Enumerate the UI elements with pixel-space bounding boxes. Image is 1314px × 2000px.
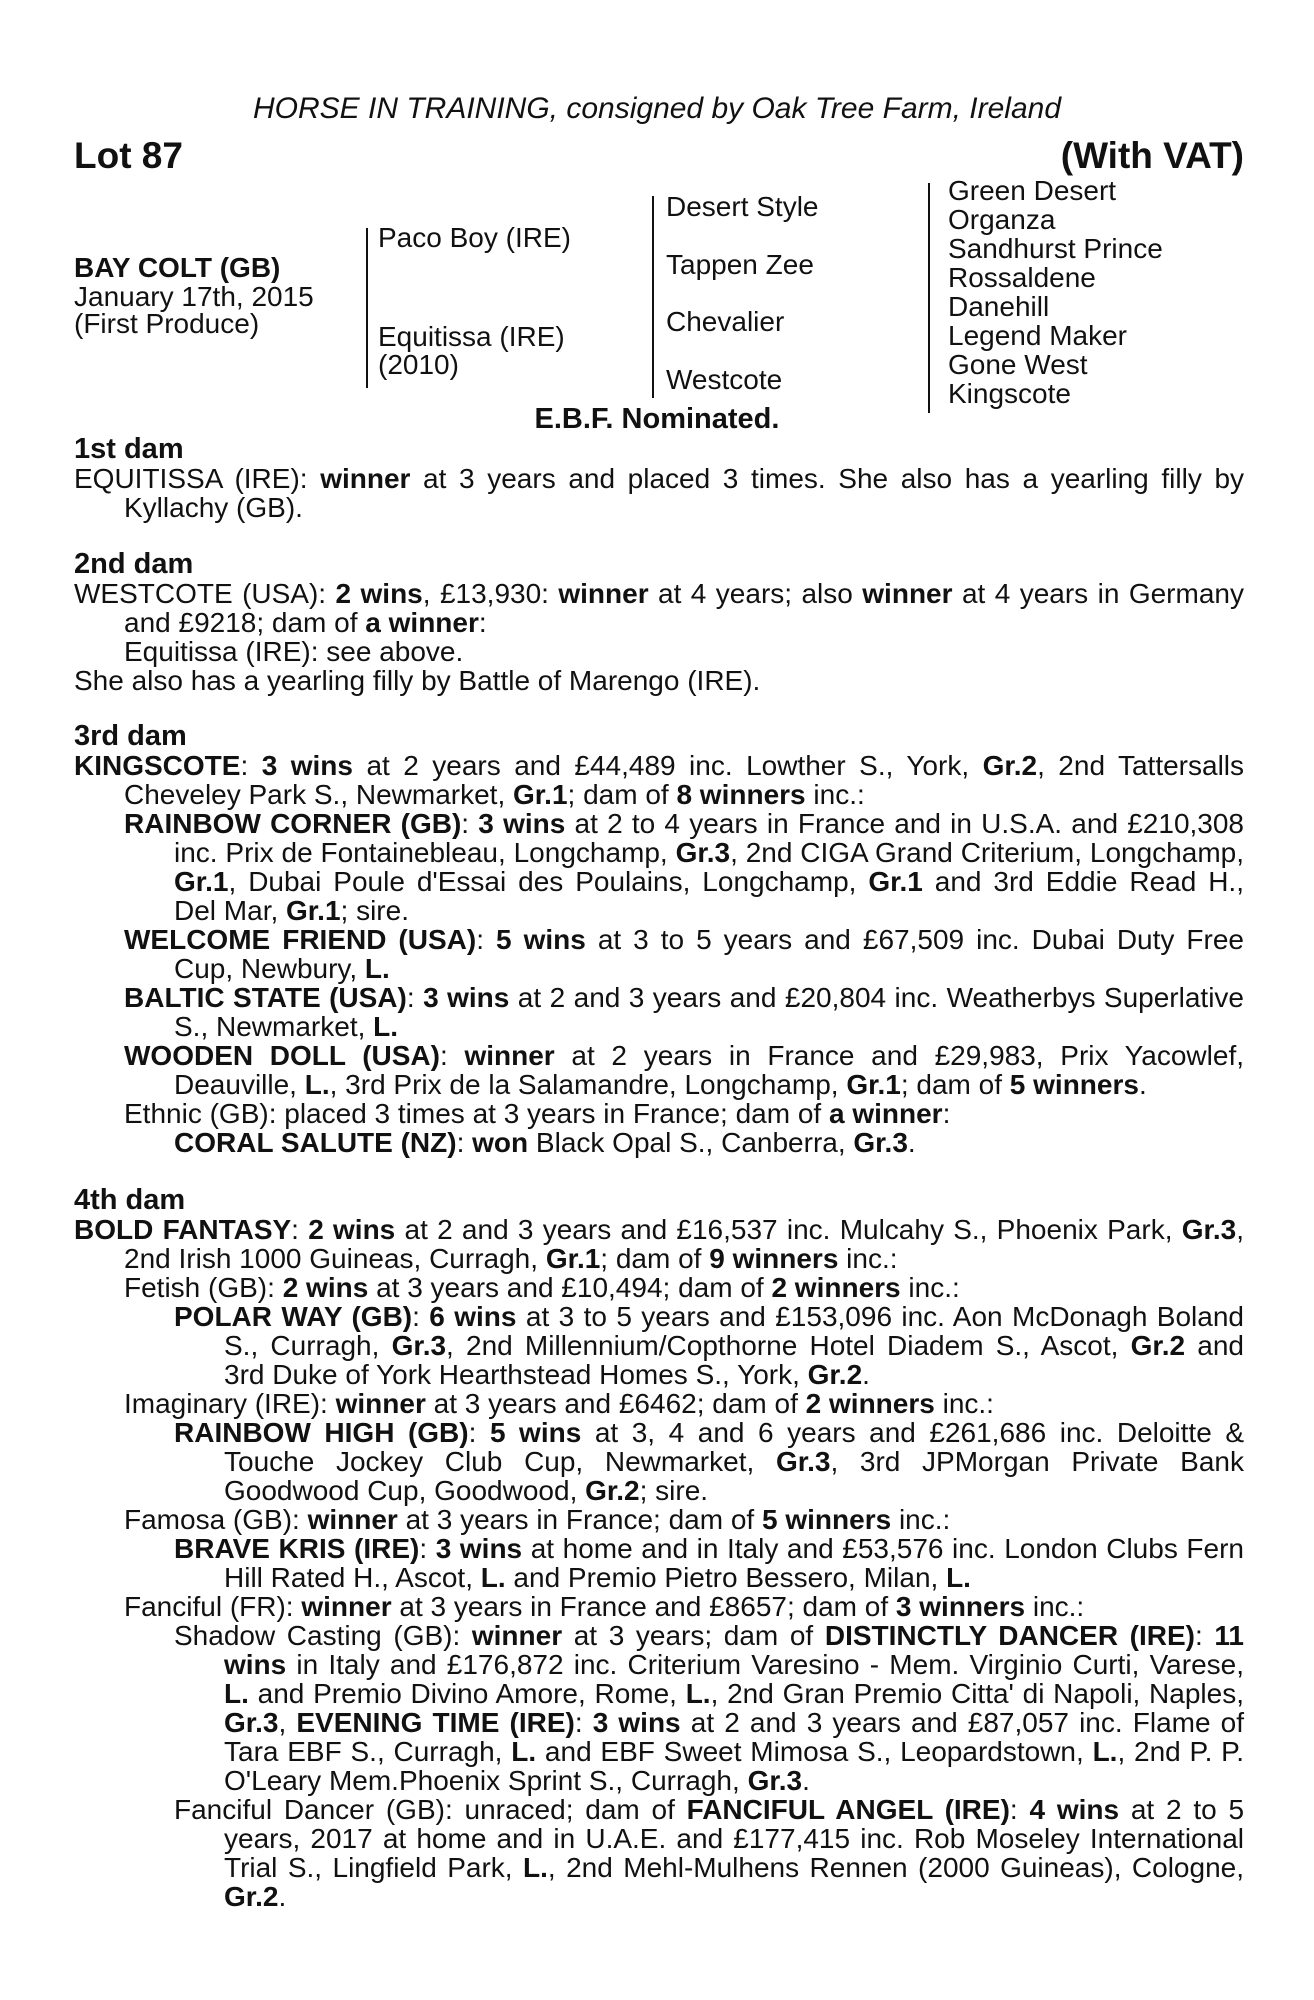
text: at 3, 4 and 6 years and £261,686 inc. Deloitte & Touche Jockey Club Cup, Newmarket, — [224, 1417, 1245, 1477]
pedigree-divider-2 — [652, 196, 654, 398]
pedigree-entry — [74, 1592, 1244, 1621]
pedigree-entry — [74, 1534, 1244, 1592]
bold-text: 9 winners — [709, 1243, 839, 1274]
bold-text: Gr.2 — [585, 1475, 640, 1506]
bold-text: 3 wins — [423, 982, 510, 1013]
text: at 3 to 5 years and £153,096 inc. Aon McDonagh Boland S., Curragh, — [224, 1301, 1244, 1361]
bold-text: WOODEN DOLL (USA) — [124, 1040, 440, 1071]
text: ; dam of — [600, 1243, 710, 1274]
pedigree-entry — [74, 809, 1244, 925]
bold-text: KINGSCOTE — [74, 750, 241, 781]
text: at 3 years and £10,494; dam of — [368, 1272, 772, 1303]
bold-text: Gr.2 — [224, 1881, 279, 1912]
bold-text: Gr.3 — [224, 1707, 279, 1738]
consignment-line: HORSE IN TRAINING, consigned by Oak Tree Farm, Ireland — [252, 92, 1062, 125]
text: ; sire. — [340, 895, 409, 926]
bold-text: winner — [471, 1620, 563, 1651]
pedigree-great-grandparent: Gone West — [948, 349, 1088, 380]
text: at 2 to 5 years, 2017 at home and in U.A.E. and £177,415 inc. Rob Moseley International Trial S., Lingfield Park, — [224, 1794, 1245, 1883]
text: Fetish (GB): — [124, 1272, 283, 1303]
text: at 4 years; also — [648, 578, 863, 609]
text: : — [574, 1707, 593, 1738]
text: at 2 and 3 years and £16,537 inc. Mulcahy S., Phoenix Park, — [395, 1214, 1182, 1245]
bold-text: winner — [301, 1591, 392, 1622]
dam-section-2 — [74, 549, 1244, 695]
pedigree-grandparent: Westcote — [666, 364, 783, 395]
dam-section-3 — [74, 721, 1244, 1157]
bold-text: WELCOME FRIEND (USA) — [124, 924, 477, 955]
bold-text: BOLD FANTASY — [74, 1214, 292, 1245]
bold-text: 2 winners — [805, 1388, 935, 1419]
pedigree-entry — [74, 1302, 1244, 1389]
text: at 3 years in France; dam of — [397, 1504, 762, 1535]
pedigree-great-grandparent: Green Desert — [948, 175, 1117, 206]
pedigree-great-grandparents — [948, 176, 1163, 408]
bold-text: L. — [373, 1011, 399, 1042]
bold-text: DISTINCTLY DANCER (IRE) — [824, 1620, 1195, 1651]
pedigree-great-grandparent: Rossaldene — [948, 262, 1096, 293]
bold-text: BRAVE KRIS (IRE) — [174, 1533, 420, 1564]
pedigree-grandparent: Chevalier — [666, 306, 785, 337]
text: Imaginary (IRE): — [124, 1388, 336, 1419]
text: inc.: — [805, 779, 865, 810]
bold-text: winner — [862, 578, 953, 609]
pedigree-entry — [74, 1041, 1244, 1099]
text: Famosa (GB): — [124, 1504, 308, 1535]
text: , £13,930: — [422, 578, 559, 609]
bold-text: Gr.1 — [513, 779, 568, 810]
text: inc.: — [891, 1504, 951, 1535]
bold-text: 5 winners — [762, 1504, 892, 1535]
bold-text: CORAL SALUTE (NZ) — [174, 1127, 457, 1158]
pedigree-entry — [74, 666, 1244, 695]
bold-text: BALTIC STATE (USA) — [124, 982, 407, 1013]
text: and Premio Divino Amore, Rome, — [248, 1678, 686, 1709]
text: ; dam of — [567, 779, 677, 810]
pedigree-entry — [74, 1418, 1244, 1505]
bold-text: Gr.1 — [286, 895, 341, 926]
bold-text: L. — [224, 1678, 249, 1709]
pedigree-entry — [74, 1621, 1244, 1795]
text: at 3 years in France and £8657; dam of — [391, 1591, 896, 1622]
bold-text: Gr.1 — [846, 1069, 901, 1100]
pedigree-entry — [74, 1273, 1244, 1302]
pedigree-great-grandparent: Sandhurst Prince — [948, 233, 1163, 264]
bold-text: RAINBOW HIGH (GB) — [174, 1417, 469, 1448]
bold-text: 5 winners — [1009, 1069, 1139, 1100]
text: at 2 to 4 years in France and in U.S.A. and £210,308 inc. Prix de Fontainebleau, Longchamp, — [174, 808, 1245, 868]
bold-text: L. — [480, 1562, 506, 1593]
bold-text: 3 winners — [895, 1591, 1026, 1622]
text: : — [476, 924, 496, 955]
pedigree-entry — [74, 751, 1244, 809]
text: and EBF Sweet Mimosa S., Leopardstown, — [536, 1736, 1093, 1767]
text: and 3rd Eddie Read H., Del Mar, — [174, 866, 1244, 926]
text: and 3rd Duke of York Hearthstead Homes S., York, — [224, 1330, 1245, 1390]
pedigree-entry — [74, 1505, 1244, 1534]
bold-text: 2 wins — [308, 1214, 396, 1245]
bold-text: RAINBOW CORNER (GB) — [124, 808, 462, 839]
bold-text: winner — [307, 1504, 398, 1535]
vat-label: (With VAT) — [1060, 135, 1244, 176]
text: : — [240, 750, 262, 781]
bold-text: winner — [558, 578, 649, 609]
bold-text: L. — [511, 1736, 537, 1767]
text: , 2nd Irish 1000 Guineas, Curragh, — [124, 1214, 1244, 1274]
bold-text: 2 wins — [282, 1272, 369, 1303]
text: inc.: — [1025, 1591, 1085, 1622]
bold-text: 3 wins — [478, 808, 566, 839]
section-heading: 4th dam — [74, 1184, 186, 1216]
bold-text: 4 wins — [1029, 1794, 1120, 1825]
text: , 3rd JPMorgan Private Bank Goodwood Cup, Goodwood, — [224, 1446, 1244, 1506]
bold-text: FANCIFUL ANGEL (IRE) — [686, 1794, 1010, 1825]
pedigree-entry — [74, 1795, 1244, 1911]
bold-text: Gr.2 — [1130, 1330, 1186, 1361]
section-heading: 3rd dam — [74, 720, 187, 752]
dam-section-4 — [74, 1185, 1244, 1911]
section-heading: 2nd dam — [74, 548, 194, 580]
text: : — [439, 1040, 465, 1071]
text: . — [862, 1359, 870, 1390]
text: , 2nd Mehl-Mulhens Rennen (2000 Guineas), Cologne, — [547, 1852, 1244, 1883]
text: . — [1138, 1069, 1147, 1100]
text: inc.: — [934, 1388, 994, 1419]
text: at 3 years; dam of — [562, 1620, 825, 1651]
bold-text: 5 wins — [496, 924, 586, 955]
text: at 2 years and £44,489 inc. Lowther S., York, — [352, 750, 983, 781]
bold-text: L. — [364, 953, 390, 984]
section-heading: 1st dam — [74, 433, 184, 465]
text: : — [1009, 1794, 1030, 1825]
bold-text: winner — [464, 1040, 555, 1071]
text: and Premio Pietro Bessero, Milan, — [505, 1562, 947, 1593]
text: : — [291, 1214, 309, 1245]
text: ; sire. — [639, 1475, 709, 1506]
bold-text: 5 wins — [489, 1417, 582, 1448]
text: at 3 to 5 years and £67,509 inc. Dubai Duty Free Cup, Newbury, — [174, 924, 1244, 984]
pedigree-entry — [74, 1215, 1244, 1273]
text: inc.: — [900, 1272, 960, 1303]
bold-text: EVENING TIME (IRE) — [296, 1707, 575, 1738]
pedigree-entry — [74, 983, 1244, 1041]
text: Shadow Casting (GB): — [174, 1620, 472, 1651]
pedigree-entry — [74, 925, 1244, 983]
text: : — [1195, 1620, 1215, 1651]
pedigree-great-grandparent: Legend Maker — [948, 320, 1128, 351]
text: at home and in Italy and £53,576 inc. London Clubs Fern Hill Rated H., Ascot, — [224, 1533, 1244, 1593]
bold-text: Gr.2 — [807, 1359, 863, 1390]
text: , 2nd Gran Premio Citta' di Napoli, Naples, — [710, 1678, 1244, 1709]
dam-section-1 — [74, 434, 1244, 522]
bold-text: POLAR WAY (GB) — [174, 1301, 413, 1332]
text: WESTCOTE (USA): — [74, 578, 336, 609]
bold-text: Gr.3 — [853, 1127, 908, 1158]
pedigree-great-grandparent: Danehill — [948, 291, 1050, 322]
text: : — [456, 1127, 473, 1158]
bold-text: a winner — [365, 607, 479, 638]
pedigree-great-grandparent: Organza — [948, 204, 1056, 235]
text: Fanciful Dancer (GB): unraced; dam of — [174, 1794, 687, 1825]
text: at 2 and 3 years and £20,804 inc. Weatherbys Superlative S., Newmarket, — [174, 982, 1244, 1042]
text: at 2 and 3 years and £87,057 inc. Flame of Tara EBF S., Curragh, — [224, 1707, 1245, 1767]
pedigree-dam-year: (2010) — [378, 349, 459, 380]
bold-text: Gr.3 — [675, 837, 731, 868]
pedigree-divider-3 — [928, 183, 930, 413]
horse-dob: January 17th, 2015 — [74, 281, 314, 312]
pedigree-entry — [74, 1099, 1244, 1128]
text: , 2nd Millennium/Copthorne Hotel Diadem S., Ascot, — [446, 1330, 1131, 1361]
lot-number: Lot 87 — [74, 135, 183, 176]
text: Black Opal S., Canberra, — [528, 1127, 854, 1158]
text: Equitissa (IRE): see above. — [124, 636, 464, 667]
pedigree-entry — [74, 637, 1244, 666]
bold-text: L. — [304, 1069, 330, 1100]
bold-text: a winner — [828, 1098, 943, 1129]
horse-note: (First Produce) — [74, 308, 260, 339]
bold-text: Gr.3 — [1181, 1214, 1237, 1245]
bold-text: Gr.1 — [545, 1243, 601, 1274]
text: : — [478, 607, 487, 638]
bold-text: Gr.2 — [982, 750, 1038, 781]
bold-text: L. — [523, 1852, 548, 1883]
bold-text: Gr.3 — [747, 1765, 803, 1796]
pedigree-grandparent: Tappen Zee — [666, 249, 814, 280]
pedigree-entry — [74, 1128, 1244, 1157]
bold-text: Gr.3 — [775, 1446, 831, 1477]
bold-text: winner — [320, 463, 411, 494]
bold-text: 3 wins — [592, 1707, 681, 1738]
bold-text: L. — [1092, 1736, 1118, 1767]
bold-text: L. — [685, 1678, 711, 1709]
text: : — [942, 1098, 951, 1129]
text: , 3rd Prix de la Salamandre, Longchamp, — [329, 1069, 847, 1100]
text: , 2nd CIGA Grand Criterium, Longchamp, — [730, 837, 1245, 868]
text: : — [419, 1533, 436, 1564]
pedigree-entry — [74, 579, 1244, 637]
bold-text: Gr.3 — [391, 1330, 447, 1361]
text: . — [802, 1765, 810, 1796]
text: , — [278, 1707, 297, 1738]
text: . — [278, 1881, 287, 1912]
text: : — [406, 982, 424, 1013]
text: at 3 years and £6462; dam of — [425, 1388, 806, 1419]
bold-text: L. — [946, 1562, 971, 1593]
bold-text: 11 wins — [224, 1620, 1245, 1680]
text: : — [468, 1417, 490, 1448]
text: EQUITISSA (IRE): — [74, 463, 321, 494]
bold-text: winner — [335, 1388, 426, 1419]
text: She also has a yearling filly by Battle of Marengo (IRE). — [74, 665, 761, 696]
text: at 3 years and placed 3 times. She also has a yearling filly by Kyllachy (GB). — [124, 463, 1245, 523]
pedigree-grandparent: Desert Style — [666, 191, 819, 222]
text: : — [412, 1301, 430, 1332]
pedigree-dam: Equitissa (IRE) — [378, 321, 565, 352]
pedigree-sire: Paco Boy (IRE) — [378, 222, 571, 253]
pedigree-divider-1 — [366, 228, 368, 388]
bold-text: Gr.1 — [174, 866, 229, 897]
bold-text: 6 wins — [429, 1301, 517, 1332]
text: , 2nd Tattersalls Cheveley Park S., Newmarket, — [124, 750, 1245, 810]
text: at 2 years in France and £29,983, Prix Yacowlef, Deauville, — [174, 1040, 1244, 1100]
bold-text: won — [472, 1127, 529, 1158]
bold-text: 8 winners — [676, 779, 806, 810]
horse-name: BAY COLT (GB) — [74, 252, 281, 283]
text: in Italy and £176,872 inc. Criterium Varesino - Mem. Virginio Curti, Varese, — [286, 1649, 1244, 1680]
text: ; dam of — [900, 1069, 1010, 1100]
text: inc.: — [838, 1243, 898, 1274]
pedigree-entry — [74, 464, 1244, 522]
text: . — [907, 1127, 916, 1158]
text: at 4 years in Germany and £9218; dam of — [124, 578, 1244, 638]
bold-text: 2 wins — [335, 578, 423, 609]
bold-text: 3 wins — [435, 1533, 523, 1564]
text: Fanciful (FR): — [124, 1591, 302, 1622]
pedigree-entry — [74, 1389, 1244, 1418]
bold-text: 2 winners — [771, 1272, 901, 1303]
text: , 2nd P. P. O'Leary Mem.Phoenix Sprint S., Curragh, — [224, 1736, 1244, 1796]
ebf-nominated: E.B.F. Nominated. — [534, 403, 780, 435]
pedigree-great-grandparent: Kingscote — [948, 378, 1071, 409]
bold-text: Gr.1 — [868, 866, 923, 897]
text: Ethnic (GB): placed 3 times at 3 years in France; dam of — [124, 1098, 829, 1129]
text: , Dubai Poule d'Essai des Poulains, Longchamp, — [228, 866, 869, 897]
text: : — [461, 808, 479, 839]
bold-text: 3 wins — [261, 750, 353, 781]
